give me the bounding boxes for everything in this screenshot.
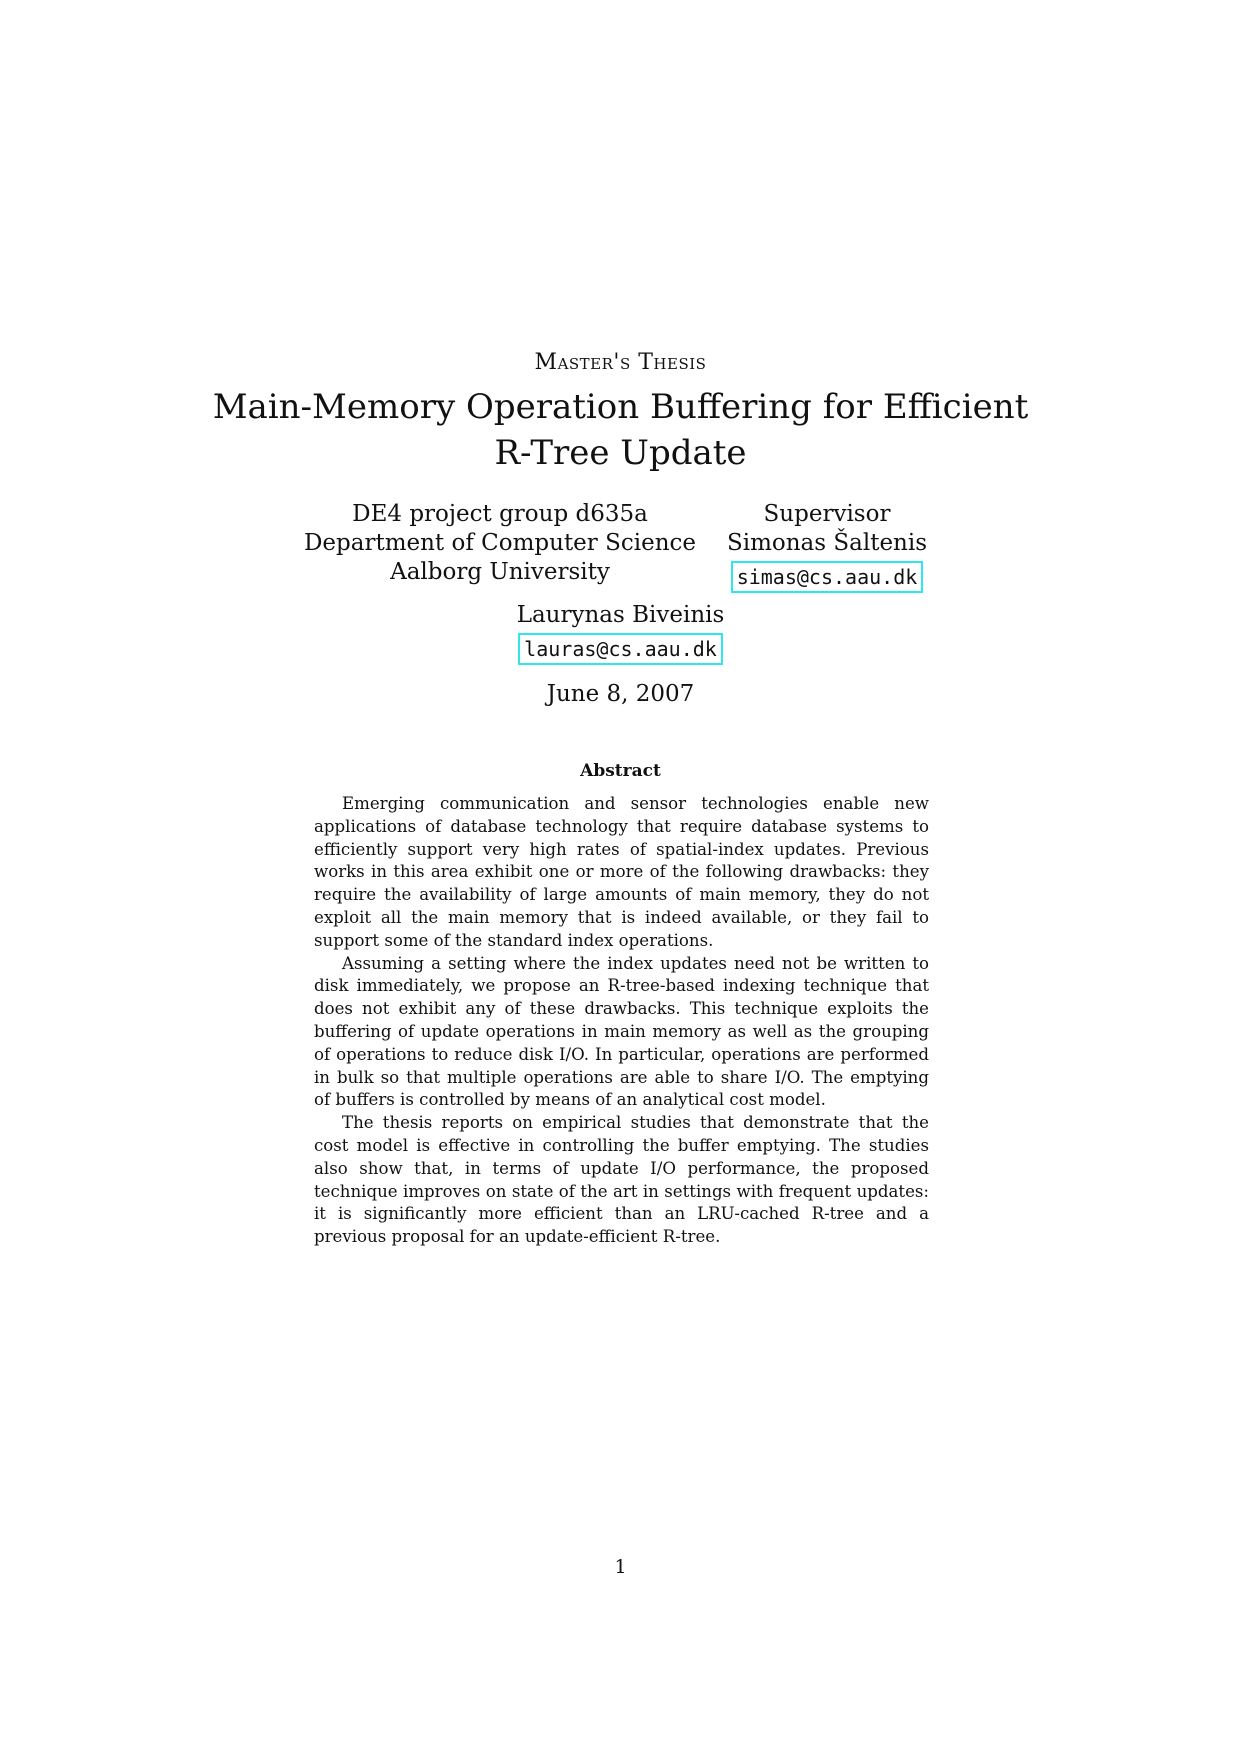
- department-name: Department of Computer Science: [303, 530, 697, 556]
- author-name: Laurynas Biveinis: [516, 602, 725, 628]
- document-kind: Master's Thesis: [534, 350, 707, 375]
- university-name: Aalborg University: [390, 559, 610, 585]
- supervisor-block: [718, 500, 936, 593]
- author-block: [0, 601, 1241, 665]
- title-line-2: R-Tree Update: [494, 433, 747, 473]
- document-date: June 8, 2007: [546, 681, 695, 707]
- abstract-heading: Abstract: [580, 761, 661, 781]
- page-title: [0, 384, 1241, 476]
- supervisor-email-link[interactable]: simas@cs.aau.dk: [731, 561, 924, 593]
- abstract-body: [314, 793, 929, 1249]
- project-group-block: [290, 500, 710, 587]
- group-name: DE4 project group d635a: [352, 501, 648, 527]
- abstract-paragraph: Assuming a setting where the index updates need not be written to disk immediately, we propose an R-tree-based indexing technique that does not exhibit any of these drawbacks. This technique exploits the buffering of update operations in main memory as well as the grouping of operations to reduce disk I/O. In particular, operations are performed in bulk so that multiple operations are able to share I/O. The emptying of buffers is controlled by means of an analytical cost model.: [314, 953, 929, 1110]
- page-number: 1: [614, 1556, 627, 1578]
- abstract-paragraph: The thesis reports on empirical studies that demonstrate that the cost model is effective in controlling the buffer emptying. The studies also show that, in terms of update I/O performance, the proposed technique improves on state of the art in settings with frequent updates: it is significantly more efficient than an LRU-cached R-tree and a previous proposal for an update-efficient R-tree.: [314, 1113, 929, 1247]
- supervisor-label: Supervisor: [763, 501, 891, 527]
- title-line-1: Main-Memory Operation Buffering for Efficient: [212, 387, 1029, 427]
- supervisor-name: Simonas Šaltenis: [726, 530, 928, 556]
- abstract-paragraph: Emerging communication and sensor technologies enable new applications of database technology that require database systems to efficiently support very high rates of spatial-index updates. Previous works in this area exhibit one or more of the following drawbacks: they require the availability of large amounts of main memory, they do not exploit all the main memory that is indeed available, or they fail to support some of the standard index operations.: [314, 794, 929, 950]
- author-email-link[interactable]: lauras@cs.aau.dk: [518, 633, 723, 665]
